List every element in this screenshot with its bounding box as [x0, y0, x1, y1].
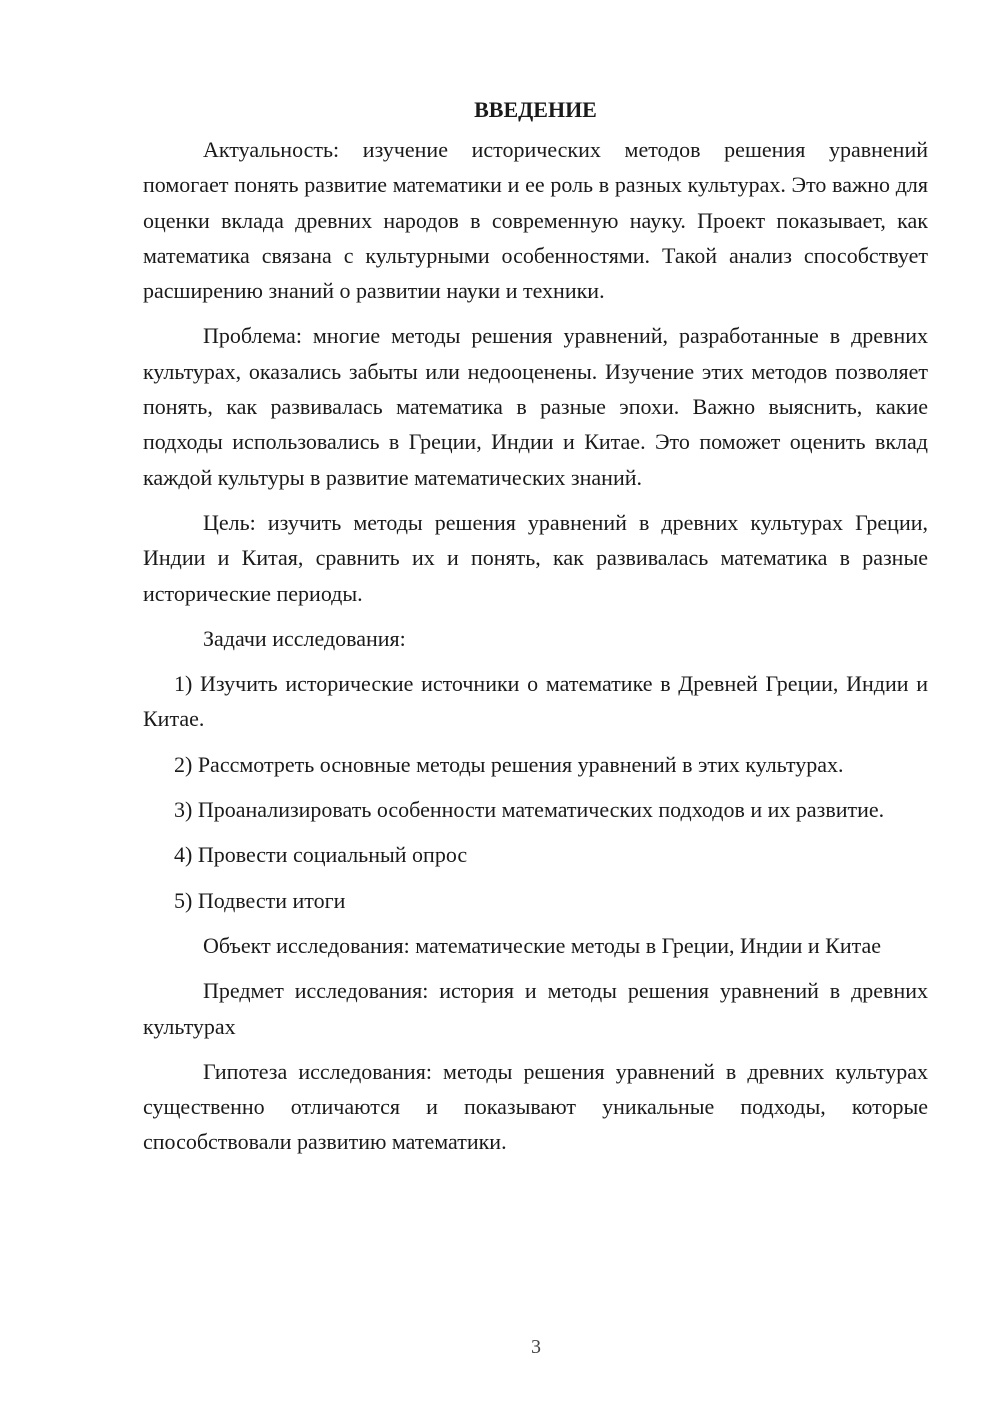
document-page — [143, 92, 928, 1170]
tasks-heading: Задачи исследования: — [203, 625, 406, 651]
relevance-paragraph: Актуальность: изучение исторических методов решения уравнений помогает понять развитие математики и ее роль в разных культурах. Это важно для оценки вклада древних народов в современную науку. Проект показывает, как математика связана с культурными особенностями. Такой анализ способствует расширению знаний о развитии науки и техники. — [143, 137, 928, 304]
list-item: 4) Провести социальный опрос — [174, 842, 468, 868]
goal-paragraph: Цель: изучить методы решения уравнений в древних культурах Греции, Индии и Китая, сравнить их и понять, как развивалась математика в разные исторические периоды. — [143, 509, 928, 606]
page-number: 3 — [531, 1336, 541, 1358]
page-title: ВВЕДЕНИЕ — [474, 97, 597, 122]
object-paragraph: Объект исследования: математические методы в Греции, Индии и Китае — [203, 932, 882, 958]
list-item: 1) Изучить исторические источники о математике в Древней Греции, Индии и Китае. — [143, 671, 928, 732]
hypothesis-paragraph: Гипотеза исследования: методы решения уравнений в древних культурах существенно отличаются и показывают уникальные подходы, которые способствовали развитию математики. — [143, 1058, 928, 1155]
list-item: 2) Рассмотреть основные методы решения уравнений в этих культурах. — [174, 751, 844, 777]
subject-paragraph: Предмет исследования: история и методы решения уравнений в древних культурах — [143, 978, 928, 1039]
problem-paragraph: Проблема: многие методы решения уравнений, разработанные в древних культурах, оказались забыты или недооценены. Изучение этих методов позволяет понять, как развивалась математика в разные эпохи. Важно выяснить, какие подходы использовались в Греции, Индии и Китае. Это поможет оценить вклад каждой культуры в развитие математических знаний. — [143, 323, 928, 490]
tasks-list — [143, 666, 928, 918]
list-item: 3) Проанализировать особенности математических подходов и их развитие. — [174, 797, 885, 823]
list-item: 5) Подвести итоги — [174, 887, 346, 913]
